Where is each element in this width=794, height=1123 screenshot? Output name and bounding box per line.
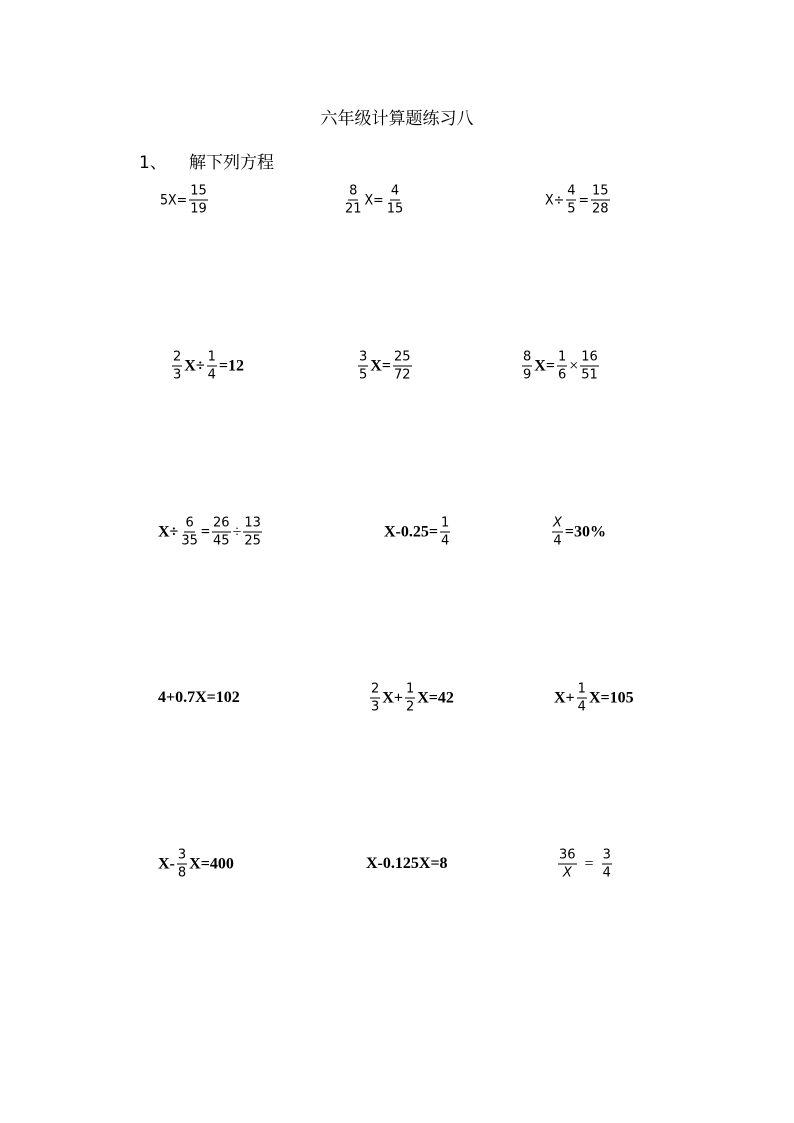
fraction	[180, 517, 199, 548]
numerator: 15	[190, 183, 207, 199]
equation-text: X=400	[189, 855, 234, 872]
numerator: 1	[207, 349, 216, 365]
fraction	[602, 849, 612, 880]
equation-text: X÷	[545, 192, 565, 208]
fraction	[386, 185, 405, 216]
numerator: 3	[359, 349, 368, 365]
equation-8	[384, 517, 452, 548]
denominator: 4	[441, 533, 450, 549]
equation-text: X+	[554, 689, 575, 706]
denominator: 4	[553, 533, 562, 549]
equation-6	[520, 351, 601, 382]
fraction	[577, 683, 587, 714]
numerator: 8	[523, 349, 532, 365]
numerator: 25	[393, 349, 411, 365]
denominator: 45	[213, 533, 230, 549]
denominator: 8	[177, 865, 187, 881]
denominator: 6	[557, 367, 567, 383]
denominator: 15	[386, 201, 404, 217]
equation-text: X÷	[158, 523, 179, 540]
denominator: 25	[244, 533, 261, 549]
numerator: 8	[349, 183, 358, 199]
fraction	[552, 517, 563, 548]
fraction	[440, 517, 450, 548]
equation-15	[556, 849, 614, 880]
denominator: 3	[173, 367, 182, 383]
numerator: 1	[557, 349, 567, 365]
denominator: 4	[207, 367, 216, 383]
equation-9	[550, 517, 606, 548]
numerator: 1	[577, 681, 586, 697]
equation-text: X-0.125X=8	[366, 855, 448, 872]
denominator: 3	[371, 699, 380, 715]
denominator: 9	[523, 367, 532, 383]
equation-11	[368, 683, 454, 714]
numerator: 4	[567, 183, 576, 199]
equation-text: =30%	[564, 523, 607, 540]
fraction	[207, 351, 217, 382]
denominator: 2	[405, 699, 415, 715]
equation-text: X=	[364, 192, 384, 208]
equation-14	[366, 855, 448, 873]
times-sign: ×	[569, 357, 579, 374]
equation-1	[160, 185, 210, 216]
worksheet-title: 六年级计算题练习八	[320, 109, 474, 129]
equals-sign: =	[584, 855, 594, 872]
denominator: 4	[602, 865, 611, 881]
equation-12	[554, 683, 634, 714]
numerator: 3	[177, 847, 187, 863]
denominator: 19	[190, 201, 207, 217]
equation-text: 4+0.7X=102	[158, 689, 240, 706]
fraction	[558, 849, 577, 880]
denominator: 4	[577, 699, 586, 715]
fraction	[344, 185, 363, 216]
numerator: X	[553, 515, 562, 531]
equation-4	[170, 351, 244, 382]
fraction	[405, 683, 415, 714]
numerator: 2	[371, 681, 380, 697]
numerator: 13	[244, 515, 261, 531]
equation-text: X-	[158, 855, 175, 872]
section-heading	[139, 148, 274, 173]
equation-2	[342, 185, 406, 216]
equation-text: =	[578, 192, 590, 208]
denominator: 28	[592, 201, 609, 217]
numerator: 1	[405, 681, 415, 697]
equation-text: =	[200, 523, 211, 540]
denominator: 51	[581, 367, 598, 383]
fraction	[243, 517, 262, 548]
fraction	[172, 351, 182, 382]
fraction	[177, 849, 187, 880]
equation-5	[356, 351, 414, 382]
fraction	[189, 185, 208, 216]
denominator: 21	[345, 201, 362, 217]
equation-text: X÷	[184, 357, 205, 374]
equation-text: X+	[382, 689, 403, 706]
equation-text: 5X=	[160, 192, 188, 208]
fraction	[393, 351, 412, 382]
equation-text: X=	[534, 357, 555, 374]
fraction	[557, 351, 567, 382]
fraction	[358, 351, 368, 382]
fraction	[370, 683, 380, 714]
denominator: 5	[567, 201, 576, 217]
numerator: 4	[390, 183, 400, 199]
fraction	[566, 185, 576, 216]
equation-13	[158, 849, 234, 880]
denominator: 72	[393, 367, 411, 383]
equation-text: X-0.25=	[384, 523, 438, 540]
numerator: 2	[173, 349, 182, 365]
denominator: X	[562, 865, 572, 881]
equation-text: =12	[218, 357, 245, 374]
fraction	[522, 351, 532, 382]
numerator: 36	[559, 847, 576, 863]
equation-10	[158, 689, 240, 707]
equation-7	[158, 517, 264, 548]
fraction	[591, 185, 610, 216]
equation-3	[545, 185, 612, 216]
section-number: 1、	[139, 153, 167, 173]
numerator: 3	[602, 847, 611, 863]
numerator: 6	[185, 515, 194, 531]
numerator: 1	[441, 515, 450, 531]
numerator: 16	[581, 349, 598, 365]
equation-text: X=105	[588, 689, 634, 706]
denominator: 35	[181, 533, 198, 549]
denominator: 5	[359, 367, 368, 383]
equation-text: X=42	[417, 689, 454, 706]
divide-sign: ÷	[232, 523, 242, 540]
numerator: 26	[213, 515, 230, 531]
section-label: 解下列方程	[189, 153, 274, 173]
equation-text: X=	[370, 357, 391, 374]
fraction	[580, 351, 599, 382]
fraction	[212, 517, 231, 548]
numerator: 15	[592, 183, 609, 199]
